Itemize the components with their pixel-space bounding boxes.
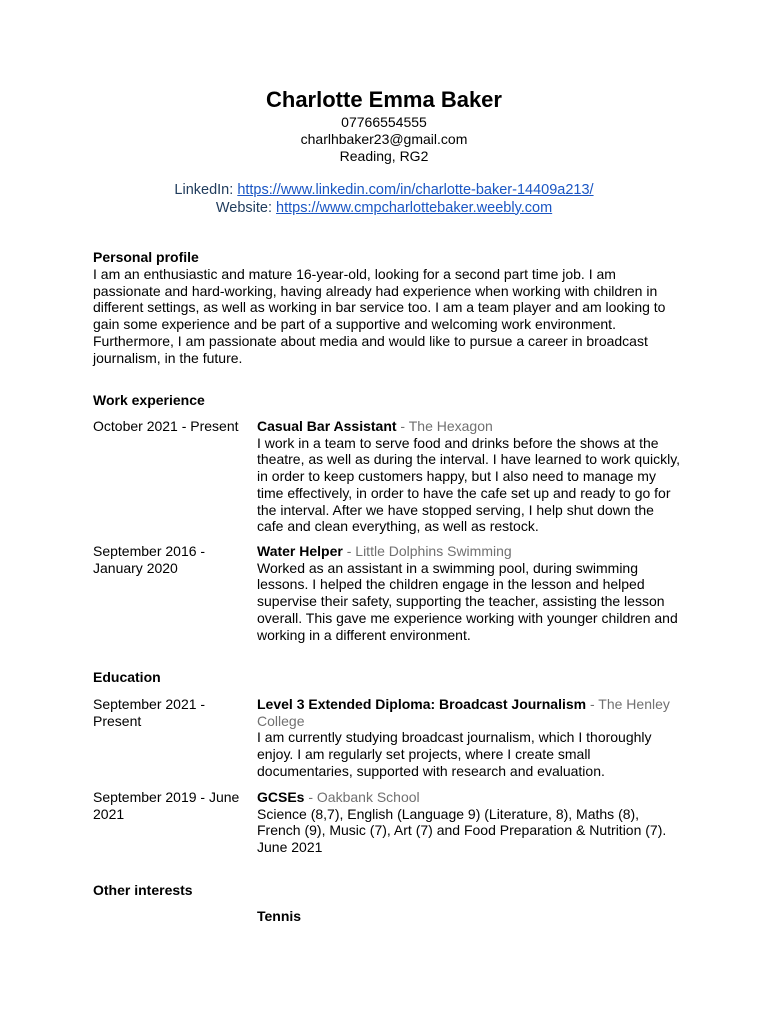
profile-section <box>93 249 693 366</box>
website-link[interactable]: https://www.cmpcharlottebaker.weebly.com <box>276 199 553 216</box>
education-section-heading-wrap <box>93 669 693 686</box>
profile-heading: Personal profile <box>93 249 199 265</box>
entry-role: Water Helper <box>257 543 343 559</box>
entry-role: Level 3 Extended Diploma: Broadcast Journalism <box>257 696 587 712</box>
entry-date: September 2021 - Present <box>93 696 206 729</box>
interests-heading: Other interests <box>93 882 193 898</box>
website-line <box>0 200 768 218</box>
entry-description: Science (8,7), English (Language 9) (Literature, 8), Maths (8), French (9), Music (7), Art (7) and Food Preparation & Nutrition (7). June 2021 <box>257 805 667 856</box>
work-section-heading-wrap <box>93 392 693 409</box>
entry-body <box>257 696 682 780</box>
website-label: Website: <box>215 199 272 216</box>
entry-body <box>257 908 682 925</box>
entry-date: September 2016 - January 2020 <box>93 543 206 576</box>
entry-description: Worked as an assistant in a swimming pool, during swimming lessons. I helped the children engage in the lesson and helped supervise their safety, supporting the teacher, assisting the lesson overall. This gave me experience working with younger children and working in a different environment. <box>257 559 678 643</box>
linkedin-link[interactable]: https://www.linkedin.com/in/charlotte-baker-14409a213/ <box>237 182 594 198</box>
email-address: charlhbaker23@gmail.com <box>300 131 468 147</box>
entry-date: September 2019 - June 2021 <box>93 789 240 822</box>
interests-section-heading-wrap <box>93 882 693 899</box>
profile-text: I am an enthusiastic and mature 16-year-old, looking for a second part time job. I am passionate and hard-working, having already had experience when working with children in different settings, as well as working in bar service too. I am a team player and am looking to gain some experience and be part of a supportive and welcoming work environment. Furthermore, I am passionate about media and would like to pursue a career in broadcast journalism, in the future. <box>93 266 666 366</box>
entry-title-line <box>257 418 682 435</box>
entry-organisation: - The Hexagon <box>396 418 493 434</box>
entry-body <box>257 543 682 643</box>
entry-description: I work in a team to serve food and drinks before the shows at the theatre, as well as during the interval. I have learned to work quickly, in order to keep customers happy, but I also need to manage my time effectively, in order to have the cafe set up and ready to go for the interval. After we have stopped serving, I help shut down the cafe and clean everything, as well as restock. <box>257 434 681 535</box>
entry-title-line <box>257 789 682 806</box>
entry-role: Casual Bar Assistant <box>257 418 397 434</box>
entry-organisation: - The Henley College <box>257 696 670 729</box>
links-block <box>0 182 768 217</box>
entry-title-line <box>257 543 682 560</box>
entry-organisation: - Oakbank School <box>304 789 420 805</box>
linkedin-line <box>0 182 768 200</box>
entry-body <box>257 418 682 535</box>
location: Reading, RG2 <box>339 148 429 164</box>
entry-title-line <box>257 696 682 729</box>
entry-organisation: - Little Dolphins Swimming <box>342 543 512 559</box>
entry-date: October 2021 - Present <box>93 418 239 434</box>
candidate-name: Charlotte Emma Baker <box>266 87 502 112</box>
work-heading: Work experience <box>93 392 205 408</box>
phone-number: 07766554555 <box>341 114 427 130</box>
entry-body <box>257 789 682 856</box>
entry-description: I am currently studying broadcast journalism, which I thoroughly enjoy. I am regularly set projects, where I create small documentaries, supported with research and evaluation. <box>257 729 652 779</box>
education-heading: Education <box>93 669 161 685</box>
cv-header <box>0 86 768 217</box>
entry-role: GCSEs <box>257 789 305 805</box>
linkedin-label: LinkedIn: <box>174 182 234 198</box>
interest-item: Tennis <box>257 908 302 924</box>
